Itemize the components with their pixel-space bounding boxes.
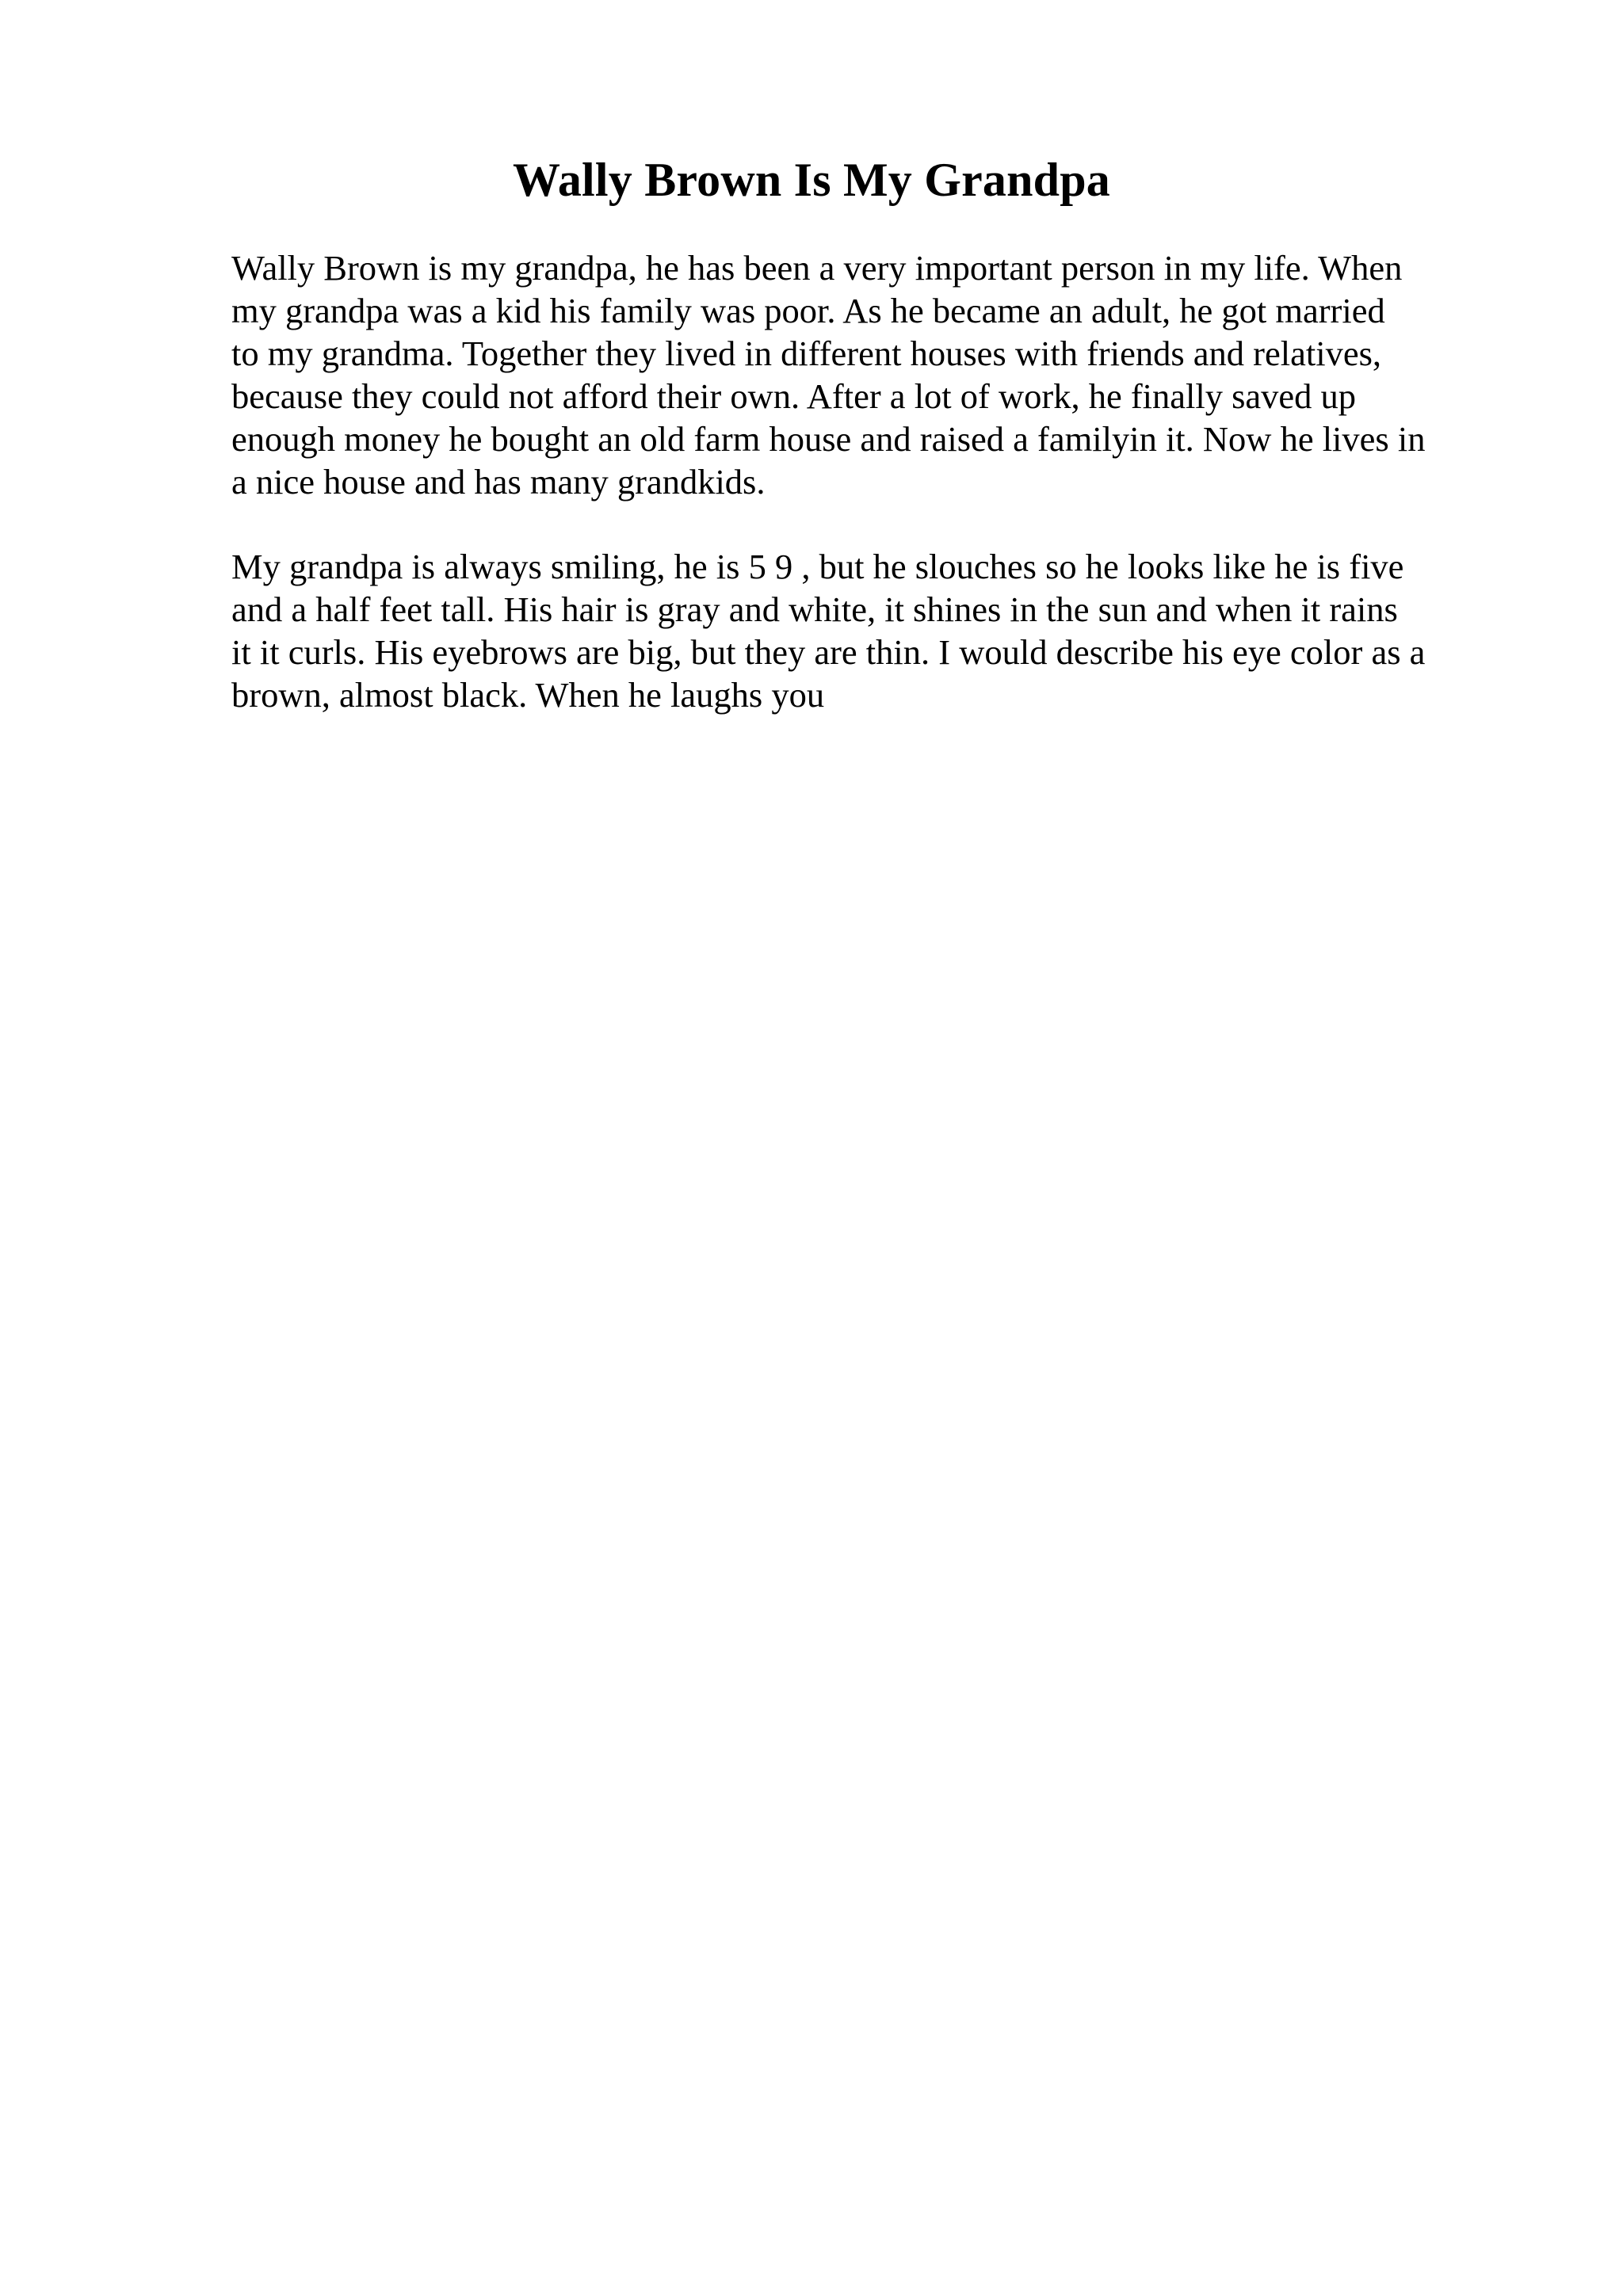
- paragraph-line: my grandpa was a kid his family was poor. As he became an adult, he got married: [231, 291, 1385, 330]
- document-title: Wally Brown Is My Grandpa: [512, 154, 1111, 206]
- paragraph-line: My grandpa is always smiling, he is 5 9 , but he slouches so he looks like he is five: [231, 547, 1404, 586]
- paragraph-line: and a half feet tall. His hair is gray and white, it shines in the sun and when it rains: [231, 589, 1398, 629]
- paragraph-1: [231, 246, 1499, 503]
- paragraph-line: enough money he bought an old farm house and raised a familyin it. Now he lives in: [231, 419, 1426, 459]
- paragraph-line: to my grandma. Together they lived in different houses with friends and relatives,: [231, 334, 1382, 373]
- paragraph-line: it it curls. His eyebrows are big, but they are thin. I would describe his eye color as a: [231, 632, 1426, 672]
- paragraph-line: because they could not afford their own. After a lot of work, he finally saved up: [231, 376, 1357, 416]
- paragraph-2: [231, 545, 1499, 716]
- paragraph-line: a nice house and has many grandkids.: [231, 462, 766, 502]
- paragraph-line: brown, almost black. When he laughs you: [231, 675, 825, 715]
- paragraph-line: Wally Brown is my grandpa, he has been a very important person in my life. When: [231, 248, 1403, 288]
